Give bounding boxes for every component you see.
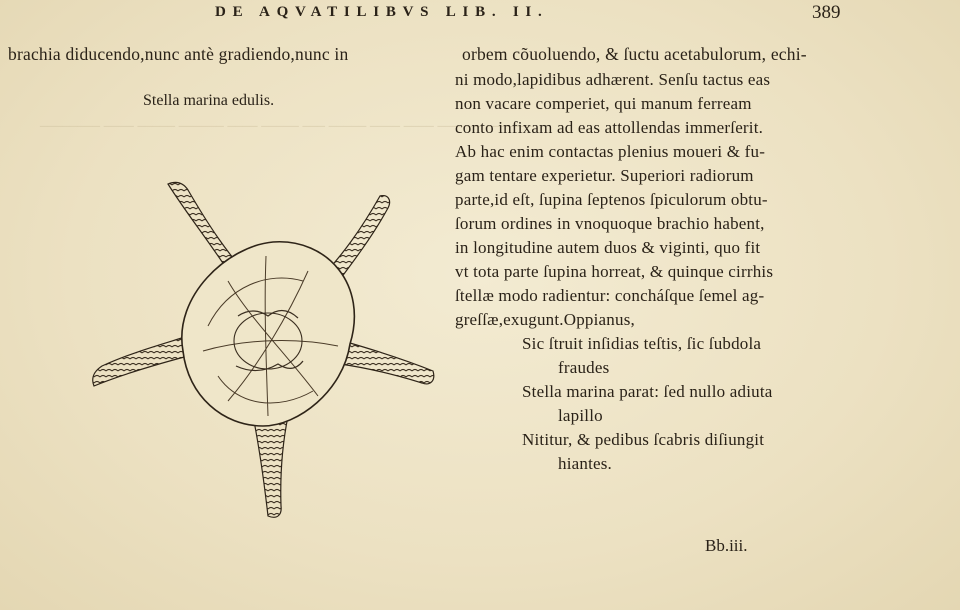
verse-line: Sic ſtruit inſidias teſtis, ſic ſubdola [522,334,762,353]
top-line-left: brachia diducendo,nunc antè gradiendo,nunc in [8,44,349,64]
verse-line: Nititur, & pedibus ſcabris diſiungit [522,430,765,449]
signature-mark: Bb.iii. [705,536,748,555]
body-line: Ab hac enim contactas plenius moueri & fu- [455,142,766,161]
running-title: DE AQVATILIBVS LIB. II. [215,4,549,20]
body-line: gam tentare experietur. Superiori radiorum [455,166,754,185]
starfish-woodcut-illustration [88,176,438,526]
body-line: greſſæ,exugunt.Oppianus, [455,310,635,329]
starfish-arm-left [93,336,188,386]
verse-line: Stella marina parat: ſed nullo adiuta [522,382,773,401]
verse-line: fraudes [558,358,610,377]
body-line: in longitudine autem duos & viginti, quo fit [455,238,761,257]
body-line: ni modo,lapidibus adhærent. Senſu tactus eas [455,70,771,89]
page-number: 389 [812,2,841,23]
body-line: ſtellæ modo radientur: concháſque ſemel ag- [455,286,765,305]
body-line: vt tota parte ſupina horreat, & quinque cirrhis [455,262,774,281]
running-header [215,4,855,34]
starfish-central-disc [182,242,355,426]
body-line: conto infixam ad eas attollendas immerſerit. [455,118,764,137]
figure-caption: Stella marina edulis. [143,92,275,109]
verse-line: lapillo [558,406,603,425]
body-line: non vacare comperiet, qui manum ferream [455,94,752,113]
starfish-arm-bottom [253,416,288,517]
top-line-right: orbem cõuoluendo, & ſuctu acetabulorum, echi- [462,44,807,64]
bleed-through-text: ______ ______ ____ ____ _____ ___ _____ ____ ______ _____ ____ ________ [40,113,532,129]
verse-line: hiantes. [558,454,613,473]
body-line: ſorum ordines in vnoquoque brachio habent, [455,214,765,233]
starfish-arm-right [340,341,434,384]
body-line: parte,id eſt, ſupina ſeptenos ſpiculorum obtu- [455,190,768,209]
